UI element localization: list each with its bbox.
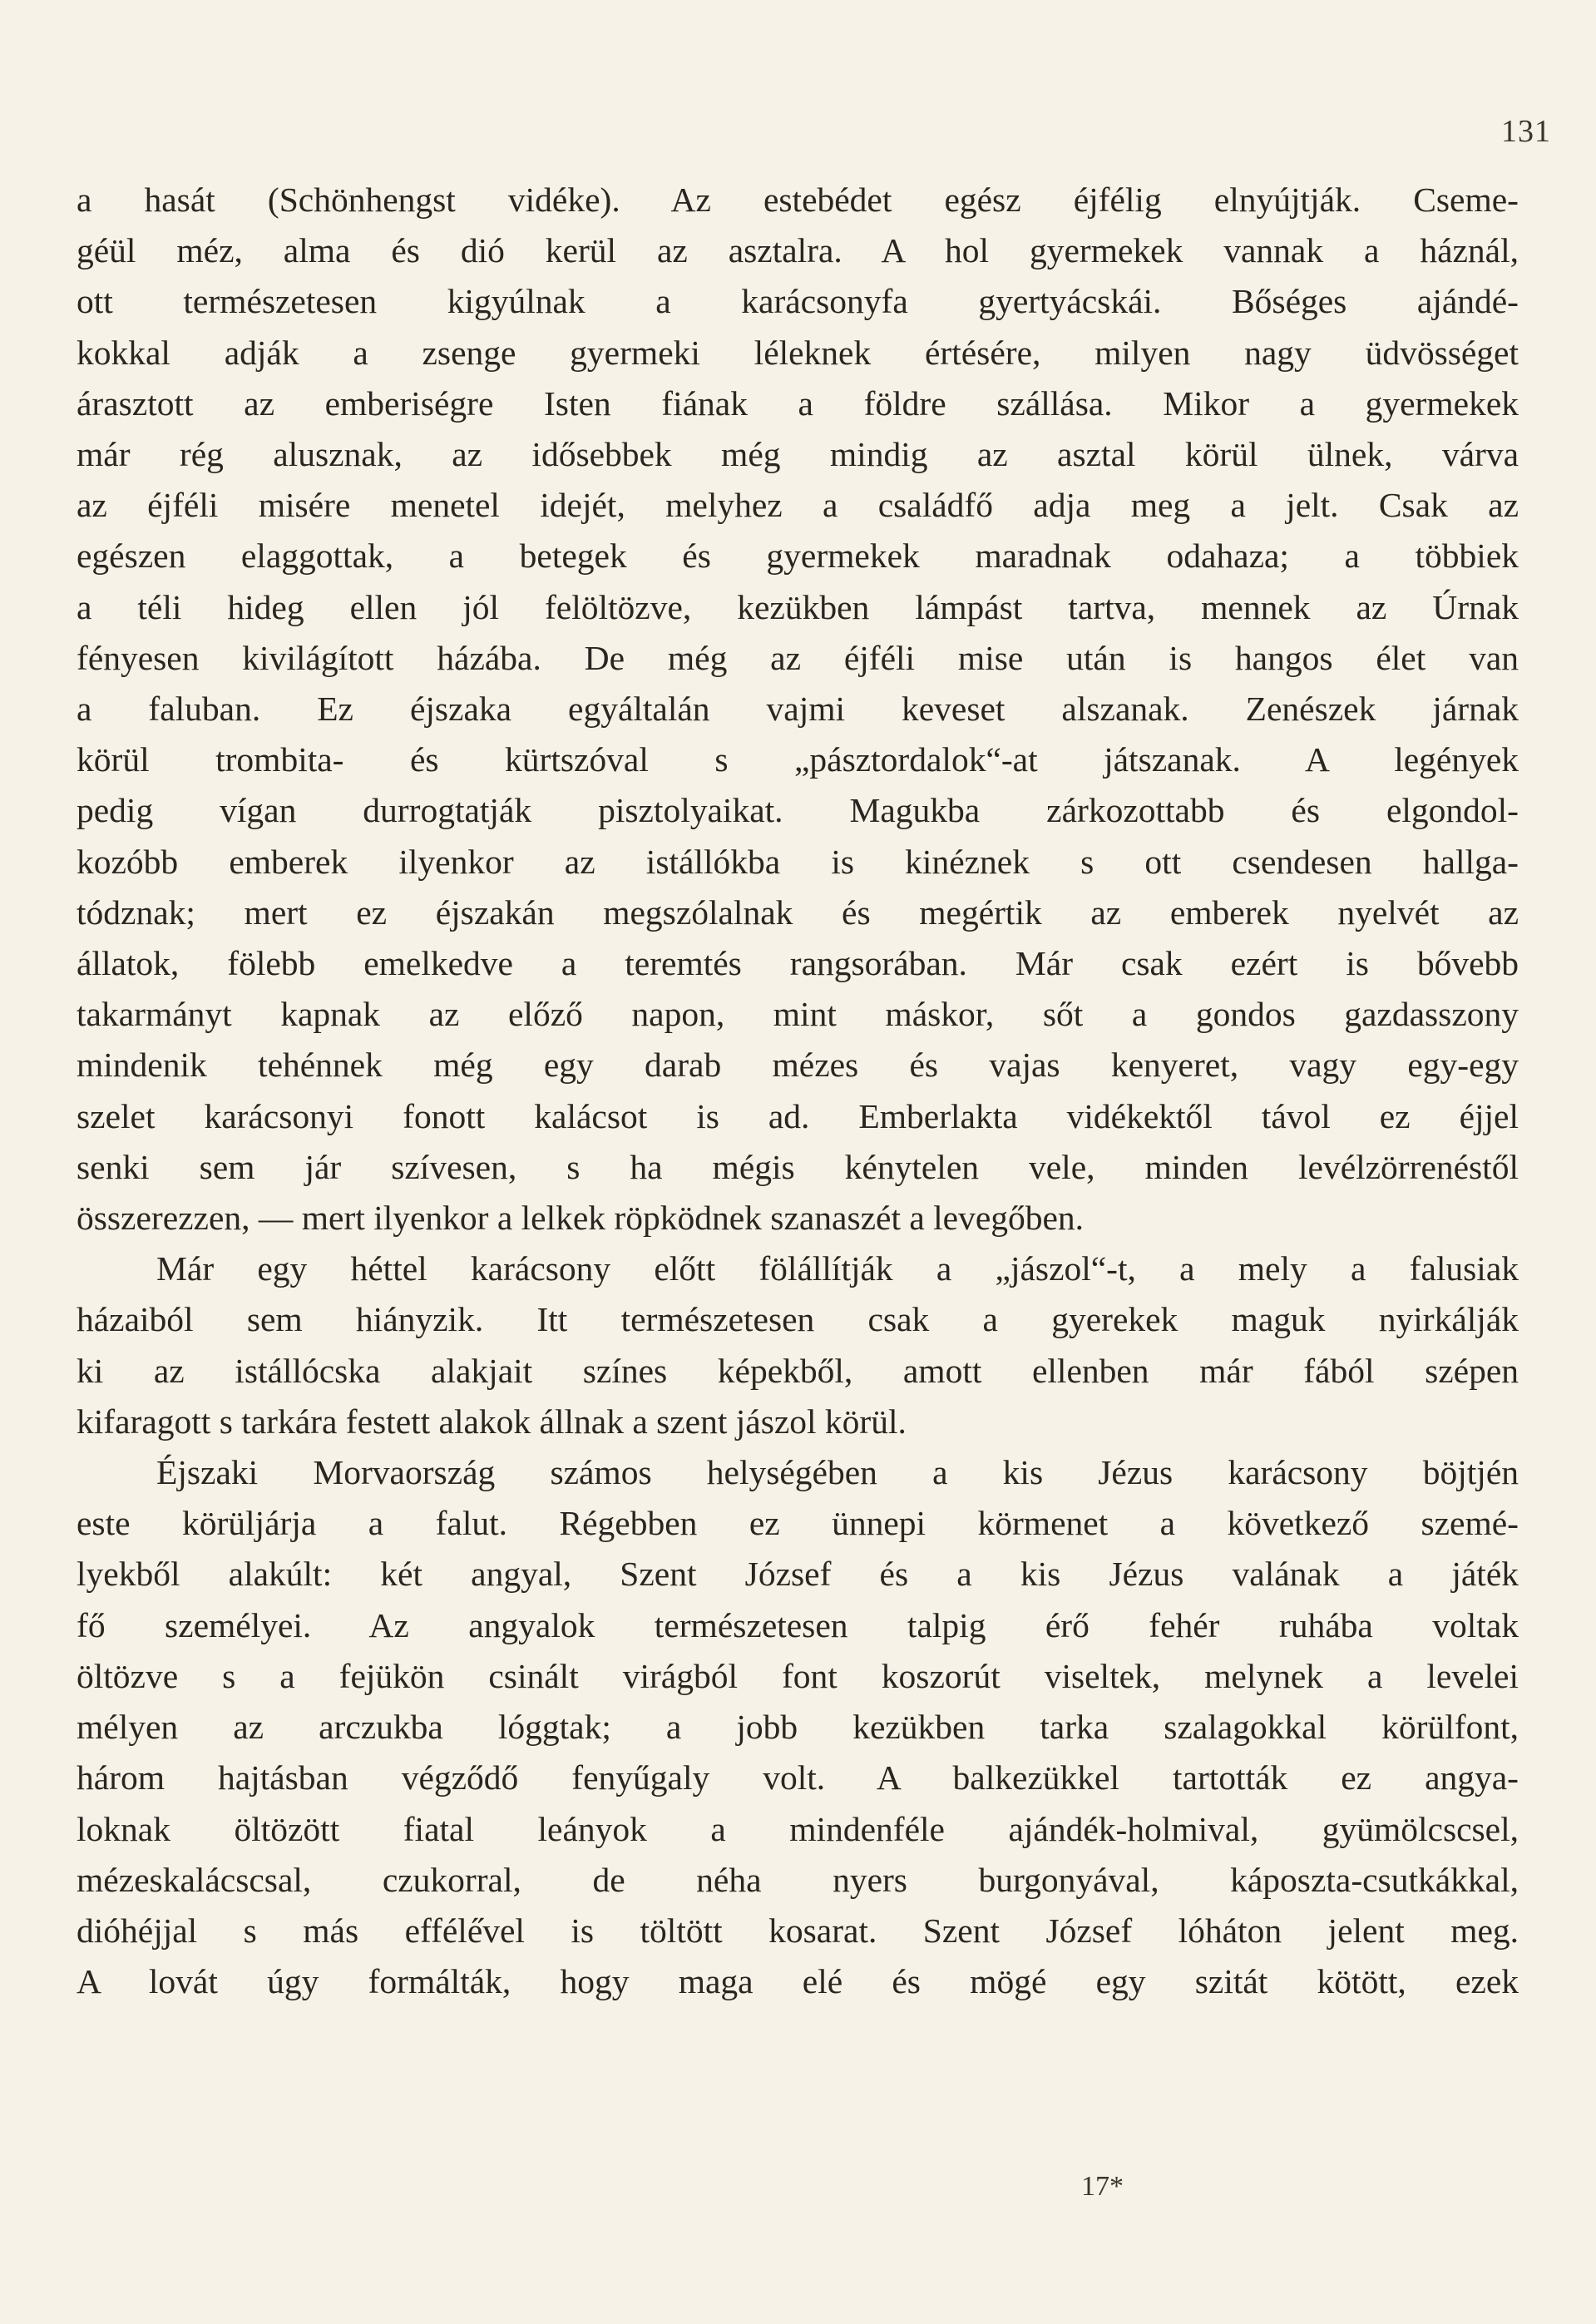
text-line: fényesen kivilágított házába. De még az éjféli mise után is hangos élet van xyxy=(77,638,1519,677)
text-line: mézeskalácscsal, czukorral, de néha nyers burgonyával, káposzta-csutkákkal, xyxy=(77,1860,1519,1899)
text-line: este körüljárja a falut. Régebben ez ünnepi körmenet a következő szemé- xyxy=(77,1504,1519,1543)
signature-mark: 17* xyxy=(1081,2171,1124,2202)
text-line: már rég alusznak, az idősebbek még mindig az asztal körül ülnek, várva xyxy=(77,435,1519,474)
text-line: takarmányt kapnak az előző napon, mint máskor, sőt a gondos gazdasszony xyxy=(77,995,1519,1034)
text-line: körül trombita- és kürtszóval s „pásztordalok“-at játszanak. A legények xyxy=(77,740,1519,779)
text-line: egészen elaggottak, a betegek és gyermekek maradnak odahaza; a többiek xyxy=(77,536,1519,576)
text-line: pedig vígan durrogtatják pisztolyaikat. Magukba zárkozottabb és elgondol- xyxy=(77,791,1519,830)
body-text xyxy=(77,175,1519,2007)
text-line: senki sem jár szívesen, s ha mégis kénytelen vele, minden levélzörrenéstől xyxy=(77,1147,1519,1186)
text-line: állatok, fölebb emelkedve a teremtés rangsorában. Már csak ezért is bővebb xyxy=(77,944,1519,983)
text-line: dióhéjjal s más efféle̋vel is töltött kosarat. Szent József lóháton jelent meg. xyxy=(77,1911,1519,1950)
text-line: a hasát (Schönhengst vidéke). Az estebédet egész éjfélig elnyújtják. Cseme- xyxy=(77,180,1519,219)
text-line: tódznak; mert ez éjszakán megszólalnak és megértik az emberek nyelvét az xyxy=(77,893,1519,932)
text-line: fő személyei. Az angyalok természetesen talpig érő fehér ruhába voltak xyxy=(77,1605,1519,1644)
text-line: az éjféli misére menetel idejét, melyhez a családfő adja meg a jelt. Csak az xyxy=(77,486,1519,525)
text-line: összerezzen, — mert ilyenkor a lelkek röpködnek szanaszét a levegőben. xyxy=(77,1199,1085,1238)
text-line: géül méz, alma és dió kerül az asztalra. A hol gyermekek vannak a háznál, xyxy=(77,231,1519,270)
text-line: loknak öltözött fiatal leányok a mindenféle ajándék-holmival, gyümölcscsel, xyxy=(77,1809,1519,1848)
text-line: három hajtásban végződő fenyűgaly volt. A balkezükkel tartották ez angya- xyxy=(77,1758,1519,1797)
text-line: árasztott az emberiségre Isten fiának a földre szállása. Mikor a gyermekek xyxy=(77,383,1519,423)
text-line: ott természetesen kigyúlnak a karácsonyfa gyertyácskái. Bőséges ajándé- xyxy=(77,282,1519,321)
text-line: kozóbb emberek ilyenkor az istállókba is kinéznek s ott csendesen hallga- xyxy=(77,842,1519,881)
text-line: öltözve s a fejükön csinált virágból font koszorút viseltek, melynek a levelei xyxy=(77,1656,1519,1695)
text-line: Már egy héttel karácsony előtt fölállítják a „jászol“-t, a mely a falusiak xyxy=(156,1249,1519,1288)
text-line: a faluban. Ez éjszaka egyáltalán vajmi keveset alszanak. Zenészek járnak xyxy=(77,690,1519,729)
text-line: a téli hideg ellen jól felöltözve, kezükben lámpást tartva, mennek az Úrnak xyxy=(77,587,1519,626)
text-line: kokkal adják a zsenge gyermeki léleknek értésére, milyen nagy üdvösséget xyxy=(77,333,1519,372)
text-line: ki az istállócska alakjait színes képekből, amott ellenben már fából szépen xyxy=(77,1351,1519,1390)
text-line: lyekből alakúlt: két angyal, Szent József és a kis Jézus valának a játék xyxy=(77,1555,1519,1594)
text-line: házaiból sem hiányzik. Itt természetesen csak a gyerekek maguk nyirkálják xyxy=(77,1300,1519,1339)
text-line: mindenik tehénnek még egy darab mézes és vajas kenyeret, vagy egy-egy xyxy=(77,1046,1519,1085)
page-number: 131 xyxy=(1501,114,1551,149)
text-line: mélyen az arczukba lóggtak; a jobb kezükben tarka szalagokkal körülfont, xyxy=(77,1708,1519,1747)
text-line: A lovát úgy formálták, hogy maga elé és mögé egy szitát kötött, ezek xyxy=(77,1962,1519,2001)
text-line: Éjszaki Morvaország számos helységében a kis Jézus karácsony böjtjén xyxy=(156,1453,1519,1492)
text-line: szelet karácsonyi fonott kalácsot is ad. Emberlakta vidékektől távol ez éjjel xyxy=(77,1096,1519,1135)
text-line: kifaragott s tarkára festett alakok állnak a szent jászol körül. xyxy=(77,1402,907,1441)
